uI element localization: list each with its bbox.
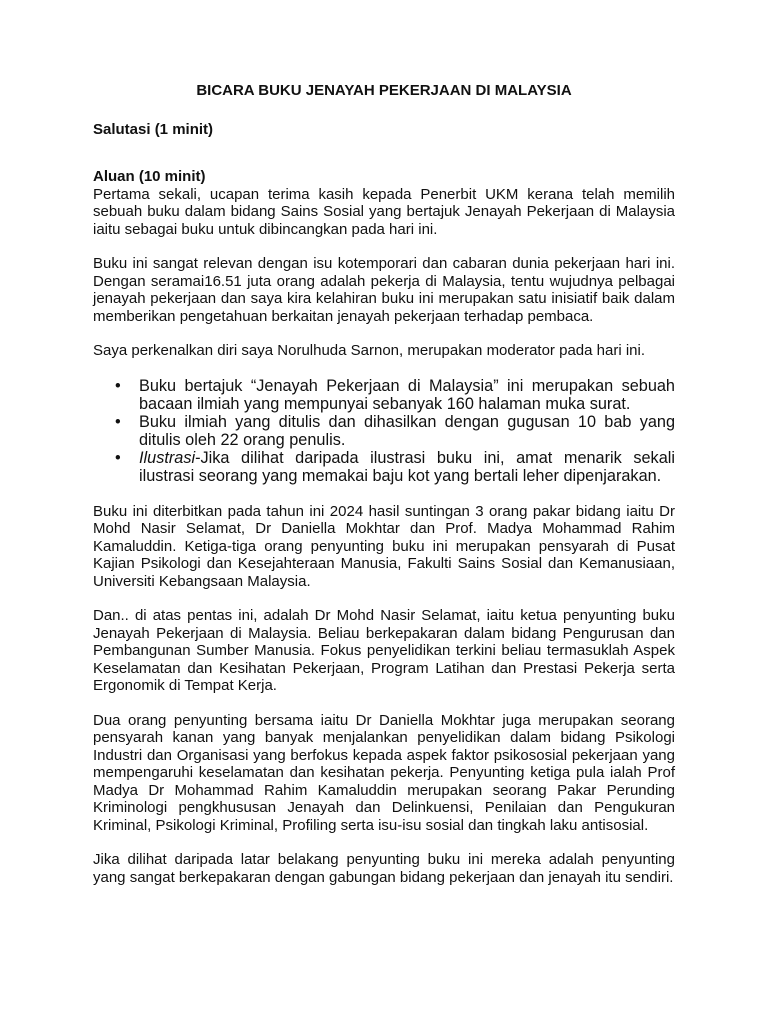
list-item: [93, 413, 675, 449]
aluan-heading: Aluan (10 minit): [93, 168, 206, 185]
list-item: [93, 449, 675, 485]
bullet-text: Buku bertajuk “Jenayah Pekerjaan di Malaysia” ini merupakan sebuah bacaan ilmiah yang mempunyai sebanyak 160 halaman muka surat.: [139, 376, 675, 413]
salutasi-heading: Salutasi (1 minit): [93, 120, 214, 138]
paragraph-conclusion: Jika dilihat daripada latar belakang penyunting buku ini mereka adalah penyunting yang sangat berkepakaran dengan gabungan bidang pekerjaan dan jenayah itu sendiri.: [93, 851, 675, 886]
paragraph-co-editors: Dua orang penyunting bersama iaitu Dr Daniella Mokhtar juga merupakan seorang pensyarah kanan yang banyak menjalankan penyelidikan dalam bidang Psikologi Industri dan Organisasi yang berfokus kepada aspek faktor psikososial pekerjaan yang mempengaruhi keselamatan dan kesihatan pekerja. Penyunting ketiga pula ialah Prof Madya Dr Mohammad Rahim Kamaluddin merupakan seorang Pakar Perunding Kriminologi pengkhususan Jenayah dan Delinkuensi, Penilaian dan Pengukuran Kriminal, Psikologi Kriminal, Profiling serta isu-isu sosial dan tingkah laku antisosial.: [93, 711, 675, 834]
paragraph-relevance: Buku ini sangat relevan dengan isu kotemporari dan cabaran dunia pekerjaan hari ini. Dengan seramai16.51 juta orang adalah pekerja di Malaysia, tentu wujudnya pelbagai jenayah pekerjaan dan saya kira kelahiran buku ini merupakan satu inisiatif baik dalam memberikan pengetahuan berkaitan jenayah pekerjaan terhadap pembaca.: [93, 255, 675, 325]
paragraph-chief-editor: Dan.. di atas pentas ini, adalah Dr Mohd Nasir Selamat, iaitu ketua penyunting buku Jenayah Pekerjaan di Malaysia. Beliau berkepakaran dalam bidang Pengurusan dan Pembangunan Sumber Manusia. Fokus penyelidikan terkini beliau termasuklah Aspek Keselamatan dan Kesihatan Pekerjaan, Program Latihan dan Prestasi Pekerja serta Ergonomik di Tempat Kerja.: [93, 607, 675, 694]
bullet-icon: •: [115, 448, 121, 467]
document-page: [93, 82, 675, 903]
paragraph-moderator-intro: Saya perkenalkan diri saya Norulhuda Sarnon, merupakan moderator pada hari ini.: [93, 342, 645, 359]
list-item: [93, 377, 675, 413]
bullet-icon: •: [115, 376, 121, 395]
paragraph-publication: Buku ini diterbitkan pada tahun ini 2024 hasil suntingan 3 orang pakar bidang iaitu Dr Mohd Nasir Selamat, Dr Daniella Mokhtar dan Prof. Madya Mohammad Rahim Kamaluddin. Ketiga-tiga orang penyunting buku ini merupakan pensyarah di Pusat Kajian Psikologi dan Kesejahteraan Manusia, Fakulti Sains Sosial dan Kemanusiaan, Universiti Kebangsaan Malaysia.: [93, 502, 675, 590]
bullet-icon: •: [115, 412, 121, 431]
bullet-text: Buku ilmiah yang ditulis dan dihasilkan dengan gugusan 10 bab yang ditulis oleh 22 orang penulis.: [139, 412, 675, 449]
paragraph-opening: Pertama sekali, ucapan terima kasih kepada Penerbit UKM kerana telah memilih sebuah buku dalam bidang Sains Sosial yang bertajuk Jenayah Pekerjaan di Malaysia iaitu sebagai buku untuk dibincangkan pada hari ini.: [93, 185, 675, 238]
bullet-italic-label: Ilustrasi: [139, 448, 196, 467]
bullet-text: -Jika dilihat daripada ilustrasi buku ini, amat menarik sekali ilustrasi seorang yang memakai baju kot yang bertali leher dipenjarakan.: [139, 448, 675, 485]
document-title: BICARA BUKU JENAYAH PEKERJAAN DI MALAYSIA: [196, 82, 572, 99]
book-facts-list: [93, 377, 675, 485]
